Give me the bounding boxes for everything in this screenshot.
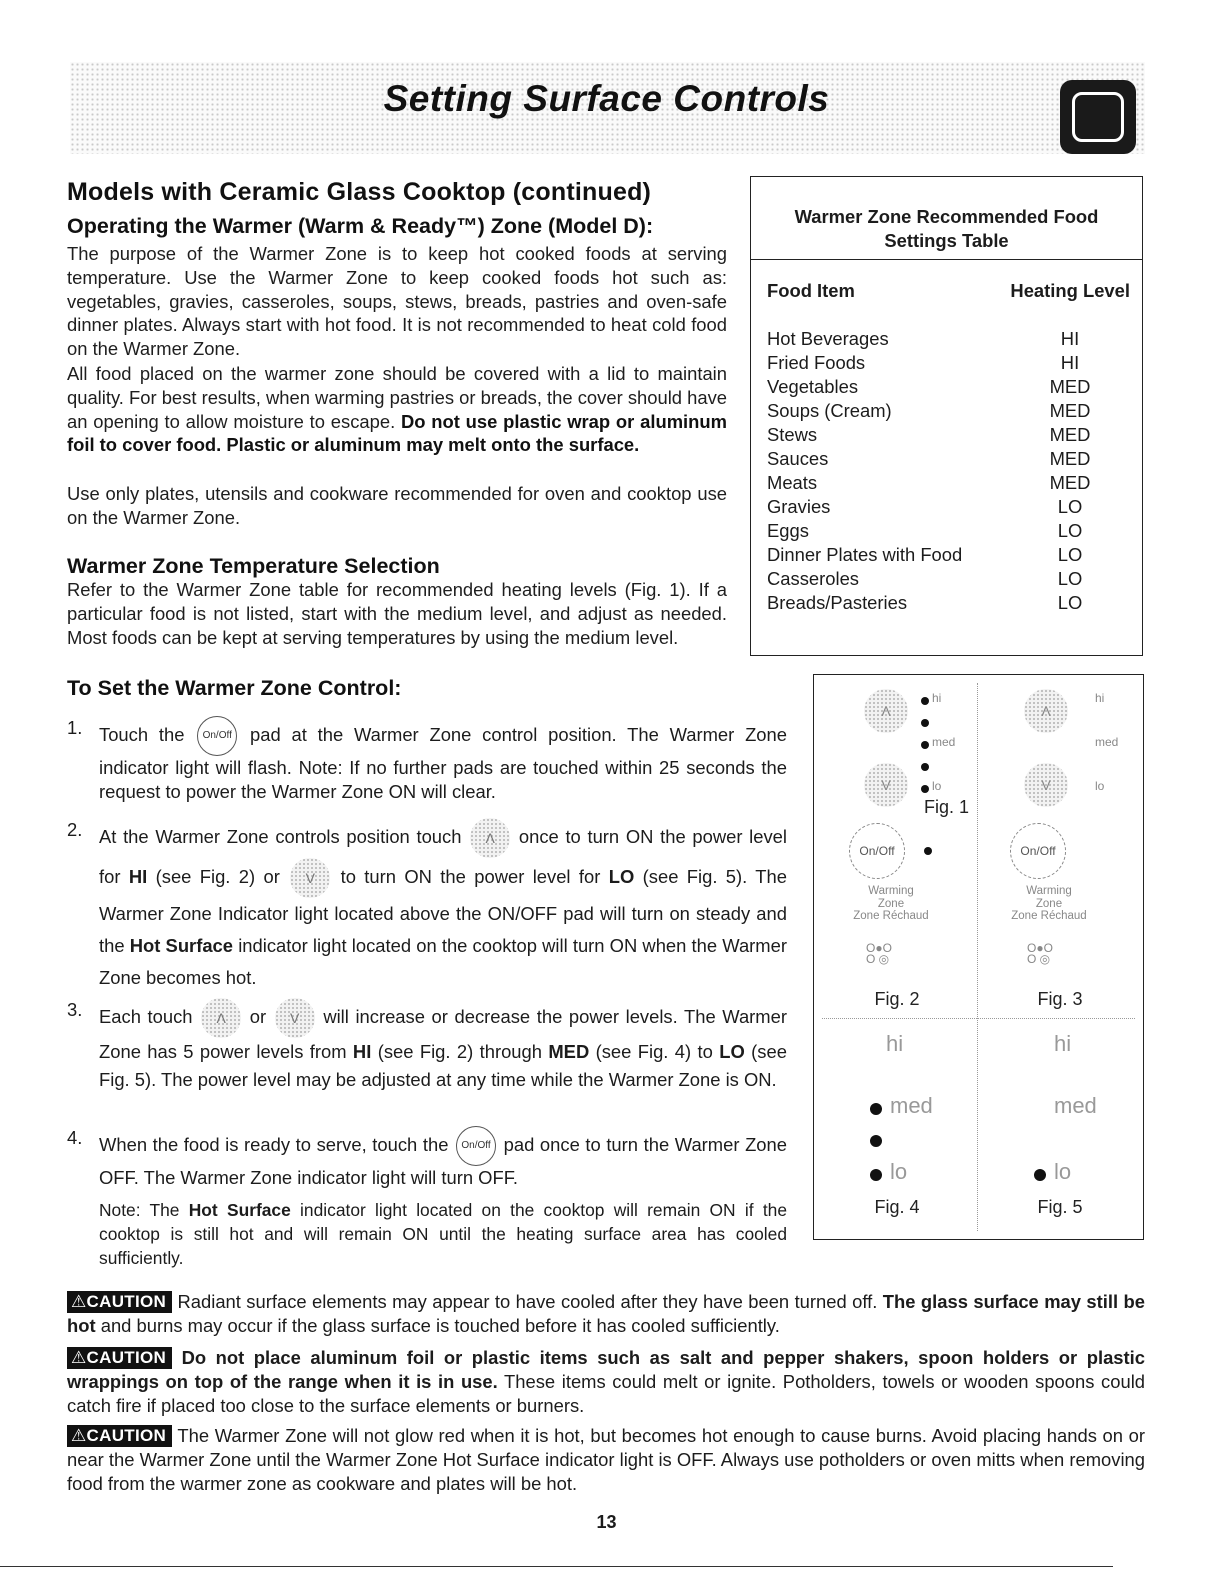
food-settings-table [750,176,1143,817]
up-arrow-pad-icon: Λ [470,818,510,858]
onoff-pad-icon: On/Off [197,716,237,756]
operating-heading: Operating the Warmer (Warm & Ready™) Zone (Model D): [67,214,654,238]
step-2: 2. At the Warmer Zone controls position touch Λ once to turn ON the power level for HI (see Fig. 2) or V to turn ON the power level for LO (see Fig. 5). The Warmer Zone Indicator light located above the ON/OFF pad will turn on steady and the Hot Surface indicator light located on the cooktop will turn ON when the Warmer Zone becomes hot. [67,819,787,988]
page-number: 13 [596,1512,617,1532]
table-rows [767,327,1100,615]
caution-badge: ⚠CAUTION [67,1425,172,1447]
control-figures: Λ hi med V lo On/Off Warming Zone Zone Réchaud O●O O ◎ Fig. 2 Λ hi med V lo On/Off Warming Zone Zone Réchaud O●O O ◎ Fig. 3 hi med lo Fig. 4 hi med lo Fig. 5 [813,674,1144,1240]
cooktop-icon [1060,80,1136,154]
operating-paragraph-1: The purpose of the Warmer Zone is to keep hot cooked foods at serving temperature. Use the Warmer Zone to keep cooked foods hot such as: vegetables, gravies, casseroles, soups, stews, breads, pastries and oven-safe dinner plates. Always start with hot food. It is not recommended to heat cold food on the Warmer Zone. [67,243,727,360]
down-arrow-pad-icon: V [290,858,330,898]
caution-badge: ⚠CAUTION [67,1291,172,1313]
up-arrow-pad-icon: Λ [201,998,241,1038]
caution-badge: ⚠CAUTION [67,1347,172,1369]
set-control-heading: To Set the Warmer Zone Control: [67,676,402,700]
temperature-heading: Warmer Zone Temperature Selection [67,554,440,578]
onoff-icon: On/Off [1010,823,1066,879]
column-header-food: Food Item [767,280,855,301]
table-row: Dinner Plates with Food LO [767,544,1083,565]
down-arrow-pad-icon: V [275,998,315,1038]
table-row: Soups (Cream) MED [767,400,1091,421]
table-row: Stews MED [767,424,1091,445]
fig-3-label: Fig. 3 [1037,989,1083,1009]
column-header-level: Heating Level [1010,280,1130,301]
up-arrow-icon: Λ [1024,689,1068,733]
table-title: Warmer Zone Recommended Food Settings Table [794,206,1099,251]
operating-paragraph-2: All food placed on the warmer zone should be covered with a lid to maintain quality. For best results, when warming pastries or breads, the cover should have an opening to allow moisture to escape. Do not use plastic wrap or aluminum foil to cover food. Plastic or aluminum may melt onto the surface. [67,363,727,456]
table-row: Casseroles LO [767,568,1083,589]
down-arrow-icon: V [864,763,908,807]
caution-2: ⚠CAUTION Do not place aluminum foil or plastic items such as salt and pepper shakers, spoon holders or plastic wrappings on top of the range when it is in use. These items could melt or ignite. Potholders, towels or wooden spoons could catch fire if placed too close to the surface elements or burners. [67,1347,1146,1416]
fig-5-label: Fig. 5 [1037,1197,1083,1217]
onoff-pad-icon: On/Off [456,1126,496,1166]
step-4: 4. When the food is ready to serve, touch the On/Off pad once to turn the Warmer Zone OFF. The Warmer Zone indicator light will turn OFF. Note: The Hot Surface indicator light located on the cooktop will remain ON if the cooktop is still hot and will remain ON until the heating surface area has cooled sufficiently. [67,1127,787,1268]
table-row: Fried Foods HI [767,352,1080,373]
table-row: Hot Beverages HI [767,328,1080,349]
table-row: Sauces MED [767,448,1091,469]
section-title: Models with Ceramic Glass Cooktop (continued) [67,178,652,206]
caution-1: ⚠CAUTION Radiant surface elements may appear to have cooled after they have been turned off. The glass surface may still be hot and burns may occur if the glass surface is touched before it has cooled sufficiently. [67,1291,1145,1336]
zone-label: Warming Zone Zone Réchaud [853,885,929,922]
table-row: Vegetables MED [767,376,1091,397]
fig-2-label: Fig. 2 [874,989,920,1009]
page-title: Setting Surface Controls [383,78,830,119]
down-arrow-icon: V [1024,763,1068,807]
fig-4-label: Fig. 4 [874,1197,920,1217]
temperature-paragraph: Refer to the Warmer Zone table for recommended heating levels (Fig. 1). If a particular food is not listed, start with the medium level, and adjust as needed. Most foods can be kept at serving temperatures by using the medium level. [67,579,727,648]
zone-label: Warming Zone Zone Réchaud [1011,885,1087,922]
fig-1-label: Fig. 1 [923,797,970,817]
up-arrow-icon: Λ [864,689,908,733]
step-1: 1. Touch the On/Off pad at the Warmer Zone control position. The Warmer Zone indicator light will flash. Note: If no further pads are touched within 25 seconds the request to power the Warmer Zone ON will clear. [67,717,787,802]
step-3: 3. Each touch Λ or V will increase or decrease the power levels. The Warmer Zone has 5 power levels from HI (see Fig. 2) through MED (see Fig. 4) to LO (see Fig. 5). The power level may be adjusted at any time while the Warmer Zone is ON. [67,999,787,1090]
caution-3: ⚠CAUTION The Warmer Zone will not glow red when it is hot, but becomes hot enough to cause burns. Avoid placing hands on or near the Warmer Zone until the Warmer Zone Hot Surface indicator light is OFF. Always use potholders or oven mitts when removing food from the warmer zone as cookware and plates will be hot. [67,1425,1146,1494]
operating-paragraph-3: Use only plates, utensils and cookware recommended for oven and cooktop use on the Warmer Zone. [67,483,727,528]
onoff-icon: On/Off [849,823,905,879]
table-row: Gravies LO [767,496,1083,517]
table-row: Eggs LO [767,520,1083,541]
table-row: Breads/Pasteries LO [767,592,1083,613]
table-row: Meats MED [767,472,1091,493]
